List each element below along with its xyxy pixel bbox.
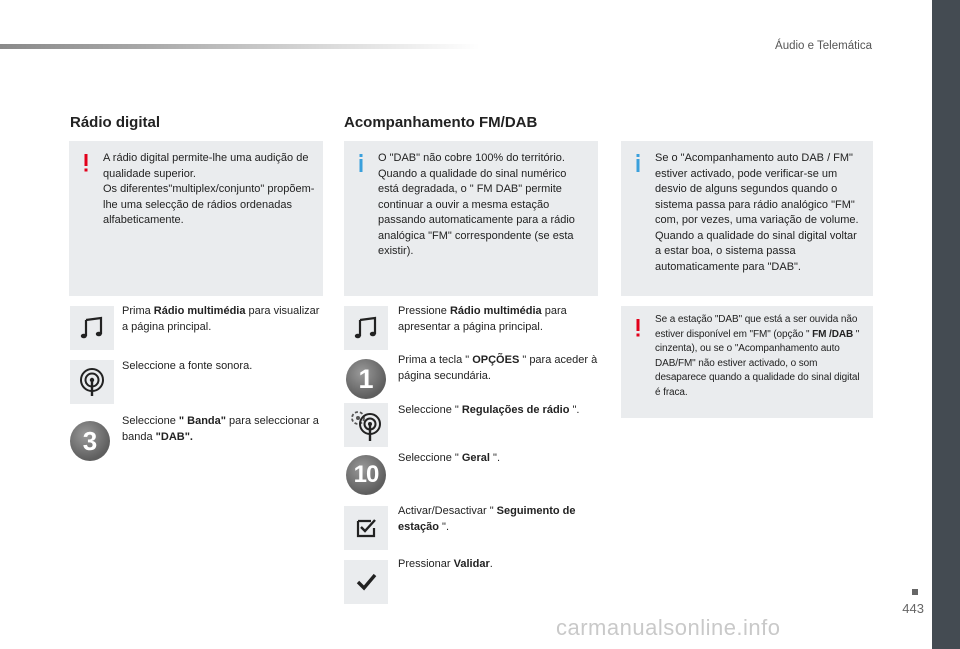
- step-badge-10: 10: [346, 455, 386, 495]
- heading-digital-radio: Rádio digital: [70, 114, 160, 131]
- step-badge-3: 3: [70, 421, 110, 461]
- step-right-1: Pressione Rádio multimédia para apresentar a página principal.: [398, 305, 567, 333]
- info-icon: [633, 153, 643, 173]
- step-left-2: Seleccione a fonte sonora.: [122, 360, 253, 372]
- page-marker: [912, 589, 918, 595]
- step-left-3: Seleccione " Banda" para seleccionar a banda "DAB".: [122, 415, 319, 443]
- warning-box-dab-unavailable: [621, 306, 873, 418]
- info-text: A rádio digital permite-lhe uma audição de qualidade superior. Os diferentes"multiplex/conjunto" propõem-lhe uma selecção de rádios ordenadas alfabeticamente.: [103, 152, 315, 226]
- warning-icon: [633, 318, 643, 338]
- info-box-auto-tracking: [621, 141, 873, 296]
- warning-text: Se a estação "DAB" que está a ser ouvida não estiver disponível em "FM" (opção " FM /DAB " cinzenta), ou se o "Acompanhamento auto DAB/FM" não estiver activado, o som desaparece quando a qualidade do sinal digital é fraca.: [655, 314, 860, 398]
- warning-icon: [81, 153, 91, 173]
- step-right-2: Prima a tecla " OPÇÕES " para aceder à página secundária.: [398, 354, 598, 382]
- watermark: carmanualsonline.info: [556, 615, 781, 640]
- step-right-4: Seleccione " Geral ".: [398, 452, 501, 464]
- header-bar: [0, 44, 480, 49]
- step-left-1: Prima Rádio multimédia para visualizar a página principal.: [122, 305, 320, 333]
- info-icon: [356, 153, 366, 173]
- radio-signal-icon: [70, 360, 114, 404]
- info-text: Se o "Acompanhamento auto DAB / FM" estiver activado, pode verificar-se um desvio de alguns segundos quando o sistema passa para rádio analógico "FM" com, por vezes, uma variação de volume. Quando a qualidade do sinal digital voltar a estar boa, o sistema passa automaticamente para "DAB".: [655, 152, 859, 273]
- info-box-digital-radio: [69, 141, 323, 296]
- step-badge-1: 1: [346, 359, 386, 399]
- page-number: 443: [902, 601, 924, 616]
- step-right-3: Seleccione " Regulações de rádio ".: [398, 404, 580, 416]
- checkmark-icon: [344, 560, 388, 604]
- section-title: Áudio e Telemática: [775, 40, 872, 52]
- checkbox-icon: [344, 506, 388, 550]
- info-text: O "DAB" não cobre 100% do território. Quando a qualidade do sinal numérico está degradada, o " FM DAB" permite continuar a ouvir a mesma estação passando automaticamente para a rádio analógica "FM" correspondente (se esta existir).: [378, 152, 575, 257]
- step-right-5: Activar/Desactivar " Seguimento de estação ".: [398, 505, 576, 533]
- step-right-6: Pressionar Validar.: [398, 558, 493, 570]
- radio-settings-icon: [344, 403, 388, 447]
- heading-fm-dab: Acompanhamento FM/DAB: [344, 114, 538, 131]
- music-note-icon: [344, 306, 388, 350]
- page-edge-tab: [932, 0, 960, 649]
- info-box-fm-dab: [344, 141, 598, 296]
- music-note-icon: [70, 306, 114, 350]
